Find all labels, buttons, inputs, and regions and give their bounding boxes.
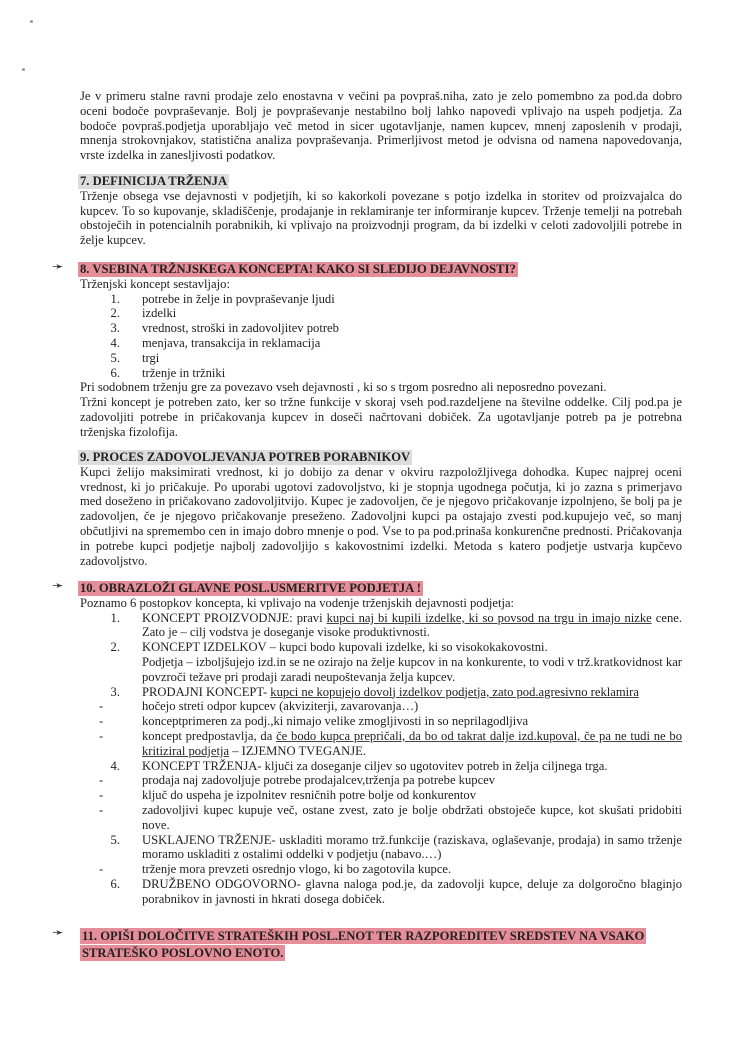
list-text-part: hočejo streti odpor kupcev (akviziterji, zavarovanja…) [142,699,419,714]
list-item [80,366,682,381]
list-text [142,759,682,774]
list-item [80,862,682,877]
list-text: izdelki [142,306,177,321]
list-text-part: KONCEPT IZDELKOV – kupci bodo kupovali izdelke, ki so visokokakovostni. [142,640,548,655]
list-marker: 5. [110,832,120,847]
section-10 [80,581,682,907]
list-text-part: trženje mora prevzeti osrednjo vlogo, ki bo zagotovila kupce. [142,862,452,877]
list-text [142,803,682,833]
list-marker: - [99,773,104,788]
list-text-part: cene. Zato je – cilj vodstva je doseganje visoke produktivnosti. [142,610,682,640]
list-number: 2. [110,306,120,321]
list-number: 5. [110,350,120,365]
arrow-icon: ➛ [52,579,64,594]
list-text-part: KONCEPT TRŽENJA- ključi za doseganje ciljev so ugotovitev potreb in želja ciljnega trga. [142,758,608,773]
list-item [80,640,682,655]
scan-speck [22,68,25,71]
list-marker: 4. [110,758,120,773]
list-text-part: prodaja naj zadovoljuje potrebe prodajalcev,trženja pa potrebe kupcev [142,773,496,788]
underlined-text: kupci naj bi kupili izdelke, ki so povsod na trgu in imajo nizke [326,610,652,625]
list-number: 3. [110,321,120,336]
list-text [142,685,682,700]
section-8-paragraph-1: Pri sodobnem trženju gre za povezavo vseh dejavnosti , ki so s trgom posredno ali neposredno povezani. [80,380,607,395]
list-text [142,640,682,655]
list-item [80,833,682,863]
list-item [80,803,682,833]
section-10-list [80,611,682,907]
list-number: 4. [110,335,120,350]
list-item [80,292,682,307]
list-text-part: ključ do uspeha je izpolnitev resničnih potre bolje od konkurentov [142,788,477,803]
list-text: vrednost, stroški in zadovoljitev potreb [142,321,339,336]
list-text [142,877,682,907]
list-marker: 1. [110,610,120,625]
list-text [142,729,682,759]
list-text-part: DRUŽBENO ODGOVORNO- glavna naloga pod.je, da zadovolji kupce, deluje za dolgoročno blaginjo porabnikov in javnosti in hkrati dosega dobiček. [142,876,682,906]
list-text-part: koncept predpostavlja, da [142,728,277,743]
arrow-icon: ➛ [52,260,64,275]
list-text: potrebe in želje in povpraševanje ljudi [142,291,335,306]
list-number: 1. [110,291,120,306]
list-text: menjava, transakcija in reklamacija [142,335,321,350]
section-9-heading: 9. PROCES ZADOVOLJEVANJA POTREB PORABNIKOV [80,450,411,464]
underlined-text: kupci ne kopujejo dovolj izdelkov podjetja, zato pod.agresivno reklamira [270,684,639,699]
list-item [80,336,682,351]
list-item [80,729,682,759]
list-marker: 3. [110,684,120,699]
list-item [80,306,682,321]
section-8-list [80,292,682,381]
list-item [80,351,682,366]
list-item [80,714,682,729]
list-text-part: Podjetja – izboljšujejo izd.in se ne ozirajo na želje kupcov in na konkurente, to vodi v trž.kratkovidnost kar povzroči težave pri prodaji zaradi neupoštevanja želja kupcev. [142,654,682,684]
list-text-part: konceptprimeren za podj.,ki nimajo velike zmogljivosti in so neprilagodljiva [142,714,529,729]
list-text-part: – IZJEMNO TVEGANJE. [229,743,366,758]
section-9-text: Kupci želijo maksimirati vrednost, ki jo dobijo za denar v okviru razpoložljivega dohodka. Kupec najprej oceni vrednost, ki jo pričakuje. Po uporabi ugotovi zadovoljstvo, ki je stopnja ugodnega počutja, ki jo zazna s primerjavo med doseženo in pričakovano zadovoljitvijo. Kupec je zadovoljen, če je njegovo pričakovanje izpolnjeno, še bolj pa je zadovoljen, če je njegovo pričakovanje preseženo. Zadovoljni kupci pa ostajajo zvesti pod.kupujejo več, so manj občutljivi na spremembo cen in imajo dobro mnenje o pod. Vse to pa pod.prinaša konkurenčne prednosti. Pričakovanja in potrebe kupci podjetje najbolj zadovoljijo s kakovostnimi izdelki. Metoda s katero podjetje ustvarja kupčevo zadovoljstvo. [80,464,682,568]
list-item [80,321,682,336]
list-item [80,611,682,641]
list-item [80,788,682,803]
list-item [80,759,682,774]
list-marker: - [99,699,104,714]
list-item [80,773,682,788]
section-8-paragraph-2: Tržni koncept je potreben zato, ker so tržne funkcije v skoraj vseh pod.razdeljene na številne oddelke. Cilj pod.pa je zadovoljiti potrebe in pričakovanja kupcev in doseči načrtovani dobiček. Za ugotavljanje potreb pa je potrebna trženjska fizolofija. [80,395,682,439]
list-marker [80,655,142,685]
list-text-part: PRODAJNI KONCEPT- [142,684,271,699]
list-text [142,714,682,729]
list-text [142,773,682,788]
list-text: trgi [142,350,160,365]
section-8 [80,262,682,440]
list-text-part: KONCEPT PROIZVODNJE: pravi [142,610,327,625]
list-marker: - [99,714,104,729]
list-item [80,699,682,714]
section-8-lead: Trženjski koncept sestavljajo: [80,276,230,291]
list-item [80,685,682,700]
section-11 [80,928,680,962]
list-text-part: zadovoljivi kupec kupuje več, ostane zvest, zato je bolje obdržati obstoječe kupce, kot skušati pridobiti nove. [142,802,682,832]
list-text: trženje in tržniki [142,365,226,380]
section-7 [80,174,682,248]
section-11-heading: 11. OPIŠI DOLOČITVE STRATEŠKIH POSL.ENOT TER RAZPOREDITEV SREDSTEV NA VSAKO STRATEŠKO POSLOVNO ENOTO. [82,929,645,960]
section-7-text: Trženje obsega vse dejavnosti v podjetjih, ki so kakorkoli povezane s potjo izdelka in storitev od proizvajalca do kupcev. To so kupovanje, skladiščenje, prodajanje in reklamiranje ter informiranje kupcev. Trženje temelji na potrebah obstoječih in potencialnih porabnikih, ki vplivajo na proizvodnji program, da bi izdelki v celoti zadovoljili potrebe in želje kupcev. [80,188,682,248]
list-text [142,655,682,685]
list-text [142,862,682,877]
list-item [80,655,682,685]
list-text [142,699,682,714]
list-text [142,833,682,863]
scan-speck [30,20,33,23]
arrow-icon: ➛ [52,926,64,941]
list-number: 6. [110,365,120,380]
section-7-heading: 7. DEFINICIJA TRŽENJA [80,174,228,188]
section-10-lead: Poznamo 6 postopkov koncepta, ki vplivajo na vodenje trženjskih dejavnosti podjetja: [80,595,515,610]
list-marker: - [99,862,104,877]
list-marker: 2. [110,640,120,655]
intro-section [80,89,682,163]
list-text [142,788,682,803]
list-text-part: USKLAJENO TRŽENJE- uskladiti moramo trž.funkcije (raziskava, oglaševanje, prodaja) in samo trženje moramo uskladiti z ostalimi oddelki v podjetju (nabavo.…) [142,832,682,862]
list-text [142,611,682,641]
list-marker: 6. [110,876,120,891]
section-8-heading: 8. VSEBINA TRŽNJSKEGA KONCEPTA! KAKO SI SLEDIJO DEJAVNOSTI? [80,262,516,276]
list-marker: - [99,728,104,743]
section-10-heading: 10. OBRAZLOŽI GLAVNE POSL.USMERITVE PODJETJA ! [80,581,421,595]
intro-paragraph: Je v primeru stalne ravni prodaje zelo enostavna v večini pa povpraš.niha, zato je zelo pomembno za pod.da dobro oceni bodoče povpraševanje. Bolj je povpraševanje nestabilno bolj lahko napovedi vplivajo na uspeh podjetja. Za bodoče povpraš.podjetja uporabljajo več metod in sicer ugotavljanje, namen kupcev, mnenj zaposlenih v prodaji, mnenja strokovnjakov, statistična analiza povpraševanja. Primerljivost metod je odvisna od namena napovedovanja, vrste izdelka in zanesljivosti podatkov. [80,89,682,163]
section-9 [80,450,682,568]
list-marker: - [99,788,104,803]
underlined-text: če bodo kupca prepričali, da bo od takrat dalje izd.kupoval, če pa ne tudi ne bo kritiziral podjetja [142,728,682,758]
list-marker: - [99,802,104,817]
list-item [80,877,682,907]
